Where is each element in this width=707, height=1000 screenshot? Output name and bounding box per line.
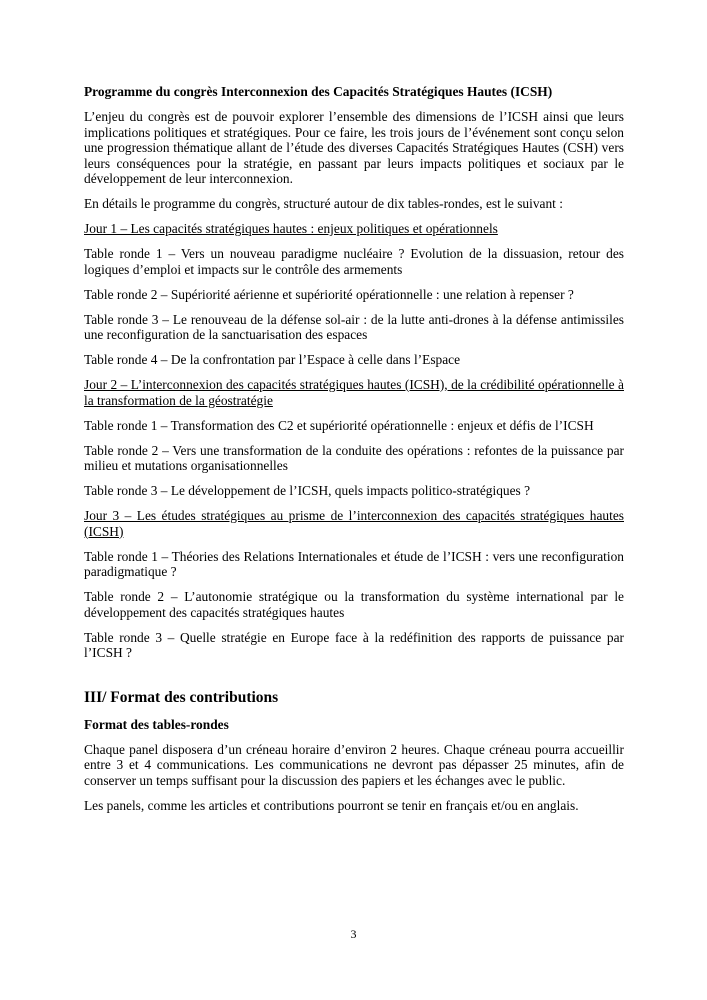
programme-title: Programme du congrès Interconnexion des Capacités Stratégiques Hautes (ICSH) bbox=[84, 84, 553, 99]
document-page bbox=[84, 84, 624, 823]
day-2-heading: Jour 2 – L’interconnexion des capacités stratégiques hautes (ICSH), de la crédibilité opérationnelle à la transformation de la géostratégie bbox=[84, 377, 624, 408]
day-1-table-3: Table ronde 3 – Le renouveau de la défense sol-air : de la lutte anti-drones à la défense antimissiles une reconfiguration de la sanctuarisation des espaces bbox=[84, 311, 624, 342]
day-3-table-2: Table ronde 2 – L’autonomie stratégique ou la transformation du système international par le développement des capacités stratégiques hautes bbox=[84, 589, 624, 620]
format-paragraph-1: Chaque panel disposera d’un créneau horaire d’environ 2 heures. Chaque créneau pourra accueillir entre 3 et 4 communications. Les communications ne devront pas dépasser 25 minutes, afin de conserver un temps suffisant pour la discussion des papiers et les échanges avec le public. bbox=[84, 741, 624, 788]
format-subtitle: Format des tables-rondes bbox=[84, 716, 229, 732]
programme-details: En détails le programme du congrès, structuré autour de dix tables-rondes, est le suivant : bbox=[84, 196, 563, 211]
day-1-heading: Jour 1 – Les capacités stratégiques hautes : enjeux politiques et opérationnels bbox=[84, 221, 498, 236]
day-3-table-3: Table ronde 3 – Quelle stratégie en Europe face à la redéfinition des rapports de puissance par l’ICSH ? bbox=[84, 629, 624, 660]
page-number: 3 bbox=[350, 927, 357, 941]
format-section-title: III/ Format des contributions bbox=[84, 688, 279, 706]
day-1-table-4: Table ronde 4 – De la confrontation par l’Espace à celle dans l’Espace bbox=[84, 352, 461, 367]
day-2-table-1: Table ronde 1 – Transformation des C2 et supériorité opérationnelle : enjeux et défis de l’ICSH bbox=[84, 417, 594, 433]
day-3-table-1: Table ronde 1 – Théories des Relations Internationales et étude de l’ICSH : vers une reconfiguration paradigmatique ? bbox=[84, 548, 624, 579]
day-3-heading: Jour 3 – Les études stratégiques au prisme de l’interconnexion des capacités stratégiques hautes (ICSH) bbox=[84, 508, 624, 539]
format-paragraph-2: Les panels, comme les articles et contributions pourront se tenir en français et/ou en anglais. bbox=[84, 797, 579, 813]
day-1-table-1: Table ronde 1 – Vers un nouveau paradigme nucléaire ? Evolution de la dissuasion, retour des logiques d’emploi et impacts sur le contrôle des armements bbox=[84, 246, 624, 277]
day-1-table-2: Table ronde 2 – Supériorité aérienne et supériorité opérationnelle : une relation à repenser ? bbox=[84, 286, 574, 302]
day-2-table-2: Table ronde 2 – Vers une transformation de la conduite des opérations : refontes de la puissance par milieu et mutations organisationnelles bbox=[84, 442, 624, 473]
day-2-table-3: Table ronde 3 – Le développement de l’ICSH, quels impacts politico-stratégiques ? bbox=[84, 483, 531, 498]
programme-intro: L’enjeu du congrès est de pouvoir explorer l’ensemble des dimensions de l’ICSH ainsi que leurs implications politiques et stratégiques. Pour ce faire, les trois jours de l’événement sont conçu selon une progression thématique allant de l’étude des diverses Capacités Stratégiques Hautes (CSH) vers leurs conséquences pour la stratégie, en passant par leurs impacts politiques et sociaux par le développement de leur interconnexion. bbox=[84, 109, 624, 186]
